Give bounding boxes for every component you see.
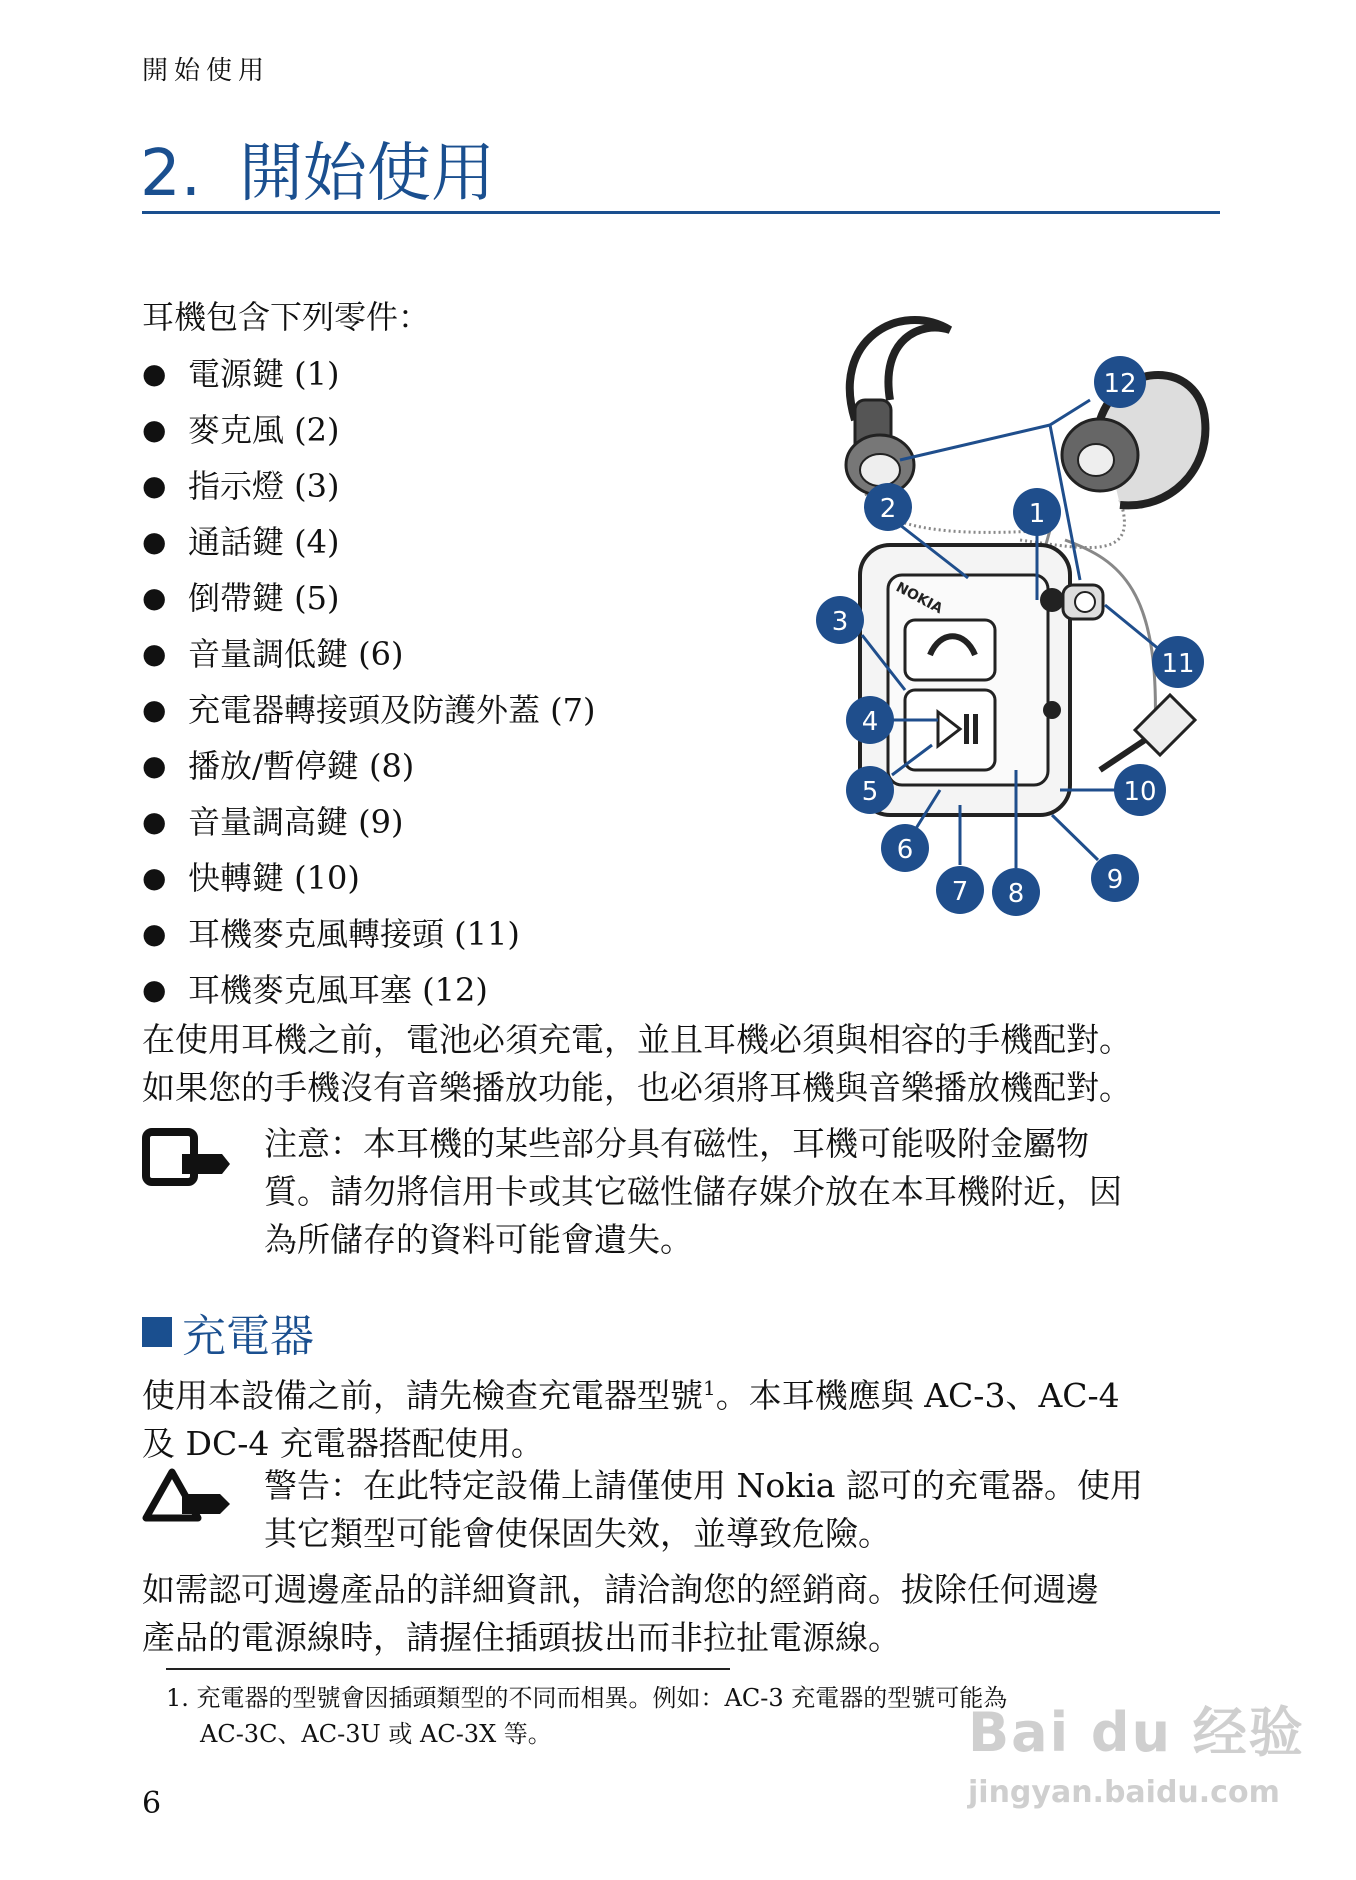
footnote-line-2: AC-3C、AC-3U 或 AC-3X 等。 [200, 1720, 552, 1748]
list-item-text: 耳機麥克風轉接頭 (11) [188, 915, 520, 953]
callout-5 [846, 766, 894, 814]
list-item [142, 794, 596, 850]
list-item [142, 906, 596, 962]
watermark [968, 1690, 1305, 1810]
pairing-line-2: 如果您的手機沒有音樂播放功能，也必須將耳機與音樂播放機配對。 [142, 1068, 1132, 1107]
parts-intro: 耳機包含下列零件： [142, 298, 431, 336]
connector-hole [1075, 592, 1095, 612]
callout-10 [1114, 764, 1166, 816]
list-item [142, 402, 596, 458]
note-box [142, 1120, 1222, 1259]
list-item-text: 快轉鍵 (10) [188, 859, 360, 897]
callout-12-label: 12 [1103, 369, 1137, 399]
callout-5-label: 5 [861, 777, 879, 807]
section-square-icon [142, 1317, 172, 1347]
callout-line-9 [1052, 815, 1098, 860]
callout-9-label: 9 [1106, 865, 1124, 895]
bullet-icon: ● [142, 525, 167, 558]
list-item [142, 570, 596, 626]
callout-line-12b [900, 425, 1050, 460]
pairing-line-1: 在使用耳機之前，電池必須充電，並且耳機必須與相容的手機配對。 [142, 1020, 1132, 1059]
earbud-right-tip [1078, 444, 1114, 476]
list-item-text: 播放/暫停鍵 (8) [188, 747, 415, 785]
warning-line-2: 其它類型可能會使保固失效，並導致危險。 [264, 1514, 891, 1553]
bullet-icon: ● [142, 637, 167, 670]
callout-9 [1091, 854, 1139, 902]
callout-11 [1152, 636, 1204, 688]
call-key [905, 620, 995, 680]
chapter-title [140, 122, 495, 214]
footnote-marker: 1 [703, 1376, 716, 1400]
callout-2 [864, 483, 912, 531]
bullet-icon: ● [142, 917, 167, 950]
callout-4-label: 4 [861, 707, 879, 737]
list-item [142, 962, 596, 1018]
callout-4 [846, 696, 894, 744]
list-item [142, 850, 596, 906]
list-item-text: 倒帶鍵 (5) [188, 579, 340, 617]
note-icon [142, 1124, 232, 1190]
list-item [142, 458, 596, 514]
footnote-rule [166, 1668, 730, 1670]
accessory-paragraph [142, 1566, 1222, 1662]
list-item-text: 電源鍵 (1) [188, 355, 340, 393]
bullet-icon: ● [142, 805, 167, 838]
section-title-text: 充電器 [182, 1311, 314, 1362]
list-item-text: 音量調高鍵 (9) [188, 803, 404, 841]
volume-up-key [1043, 701, 1061, 719]
brand-logo: NOKIA [893, 579, 946, 618]
warning-line-1: 警告：在此特定設備上請僅使用 Nokia 認可的充電器。使用 [264, 1466, 1143, 1505]
list-item [142, 626, 596, 682]
note-line-1: 注意：本耳機的某些部分具有磁性，耳機可能吸附金屬物 [264, 1124, 1089, 1163]
callout-10-label: 10 [1123, 777, 1157, 807]
warning-icon [142, 1466, 232, 1526]
callout-3 [816, 596, 864, 644]
charger-line-1-a: 使用本設備之前，請先檢查充電器型號 [142, 1376, 703, 1415]
note-line-3: 為所儲存的資料可能會遺失。 [264, 1220, 693, 1259]
list-item-text: 耳機麥克風耳塞 (12) [188, 971, 488, 1009]
callout-8-label: 8 [1007, 879, 1025, 909]
charger-line-2: 及 DC-4 充電器搭配使用。 [142, 1424, 544, 1463]
chapter-number: 2. [140, 137, 202, 211]
list-item [142, 738, 596, 794]
callout-7 [936, 866, 984, 914]
power-key [1040, 588, 1064, 612]
note-text [264, 1120, 1204, 1264]
earbud-left-tip [860, 454, 900, 486]
callout-2-label: 2 [879, 494, 897, 524]
play-pause-key [905, 690, 995, 770]
watermark-url: jingyan.baidu.com [968, 1775, 1280, 1810]
plug [1135, 695, 1195, 755]
section-title [142, 1300, 314, 1364]
note-line-2: 質。請勿將信用卡或其它磁性儲存媒介放在本耳機附近，因 [264, 1172, 1122, 1211]
list-item-text: 通話鍵 (4) [188, 523, 340, 561]
charger-paragraph [142, 1364, 1222, 1468]
warning-text [264, 1462, 1204, 1558]
running-header: 開始使用 [142, 56, 271, 86]
pause-bar-2 [973, 714, 978, 744]
bullet-icon: ● [142, 413, 167, 446]
bullet-icon: ● [142, 973, 167, 1006]
callout-6-label: 6 [896, 835, 914, 865]
page-number: 6 [142, 1786, 162, 1821]
callout-8 [992, 868, 1040, 916]
accessory-line-1: 如需認可週邊產品的詳細資訊，請洽詢您的經銷商。拔除任何週邊 [142, 1570, 1099, 1609]
accessory-line-2: 產品的電源線時，請握住插頭拔出而非拉扯電源線。 [142, 1618, 901, 1657]
callout-1 [1013, 488, 1061, 536]
title-rule [142, 211, 1220, 214]
pause-bar-1 [964, 714, 969, 744]
list-item-text: 音量調低鍵 (6) [188, 635, 404, 673]
callout-line-11 [1105, 605, 1160, 650]
list-item-text: 麥克風 (2) [188, 411, 340, 449]
pairing-paragraph [142, 1016, 1222, 1112]
footnote-line-1: 1. 充電器的型號會因插頭類型的不同而相異。例如：AC-3 充電器的型號可能為 [166, 1684, 1008, 1712]
parts-list [142, 346, 596, 1018]
bullet-icon: ● [142, 749, 167, 782]
list-item [142, 514, 596, 570]
headset-diagram [760, 300, 1220, 960]
warning-box [142, 1462, 1222, 1558]
chapter-title-text: 開始使用 [239, 137, 496, 211]
bullet-icon: ● [142, 357, 167, 390]
bullet-icon: ● [142, 861, 167, 894]
watermark-brand: Bai du 经验 [968, 1701, 1305, 1764]
callout-7-label: 7 [951, 877, 969, 907]
list-item-text: 充電器轉接頭及防護外蓋 (7) [188, 691, 596, 729]
bullet-icon: ● [142, 693, 167, 726]
callout-1-label: 1 [1028, 499, 1046, 529]
callout-11-label: 11 [1161, 649, 1195, 679]
charger-line-1 [142, 1364, 1222, 1420]
list-item-text: 指示燈 (3) [188, 467, 340, 505]
bullet-icon: ● [142, 469, 167, 502]
charger-line-1-b: 。本耳機應與 AC-3、AC-4 [715, 1376, 1120, 1415]
list-item [142, 682, 596, 738]
bullet-icon: ● [142, 581, 167, 614]
callout-6 [881, 824, 929, 872]
list-item [142, 346, 596, 402]
callout-12 [1094, 356, 1146, 408]
callout-3-label: 3 [831, 607, 849, 637]
